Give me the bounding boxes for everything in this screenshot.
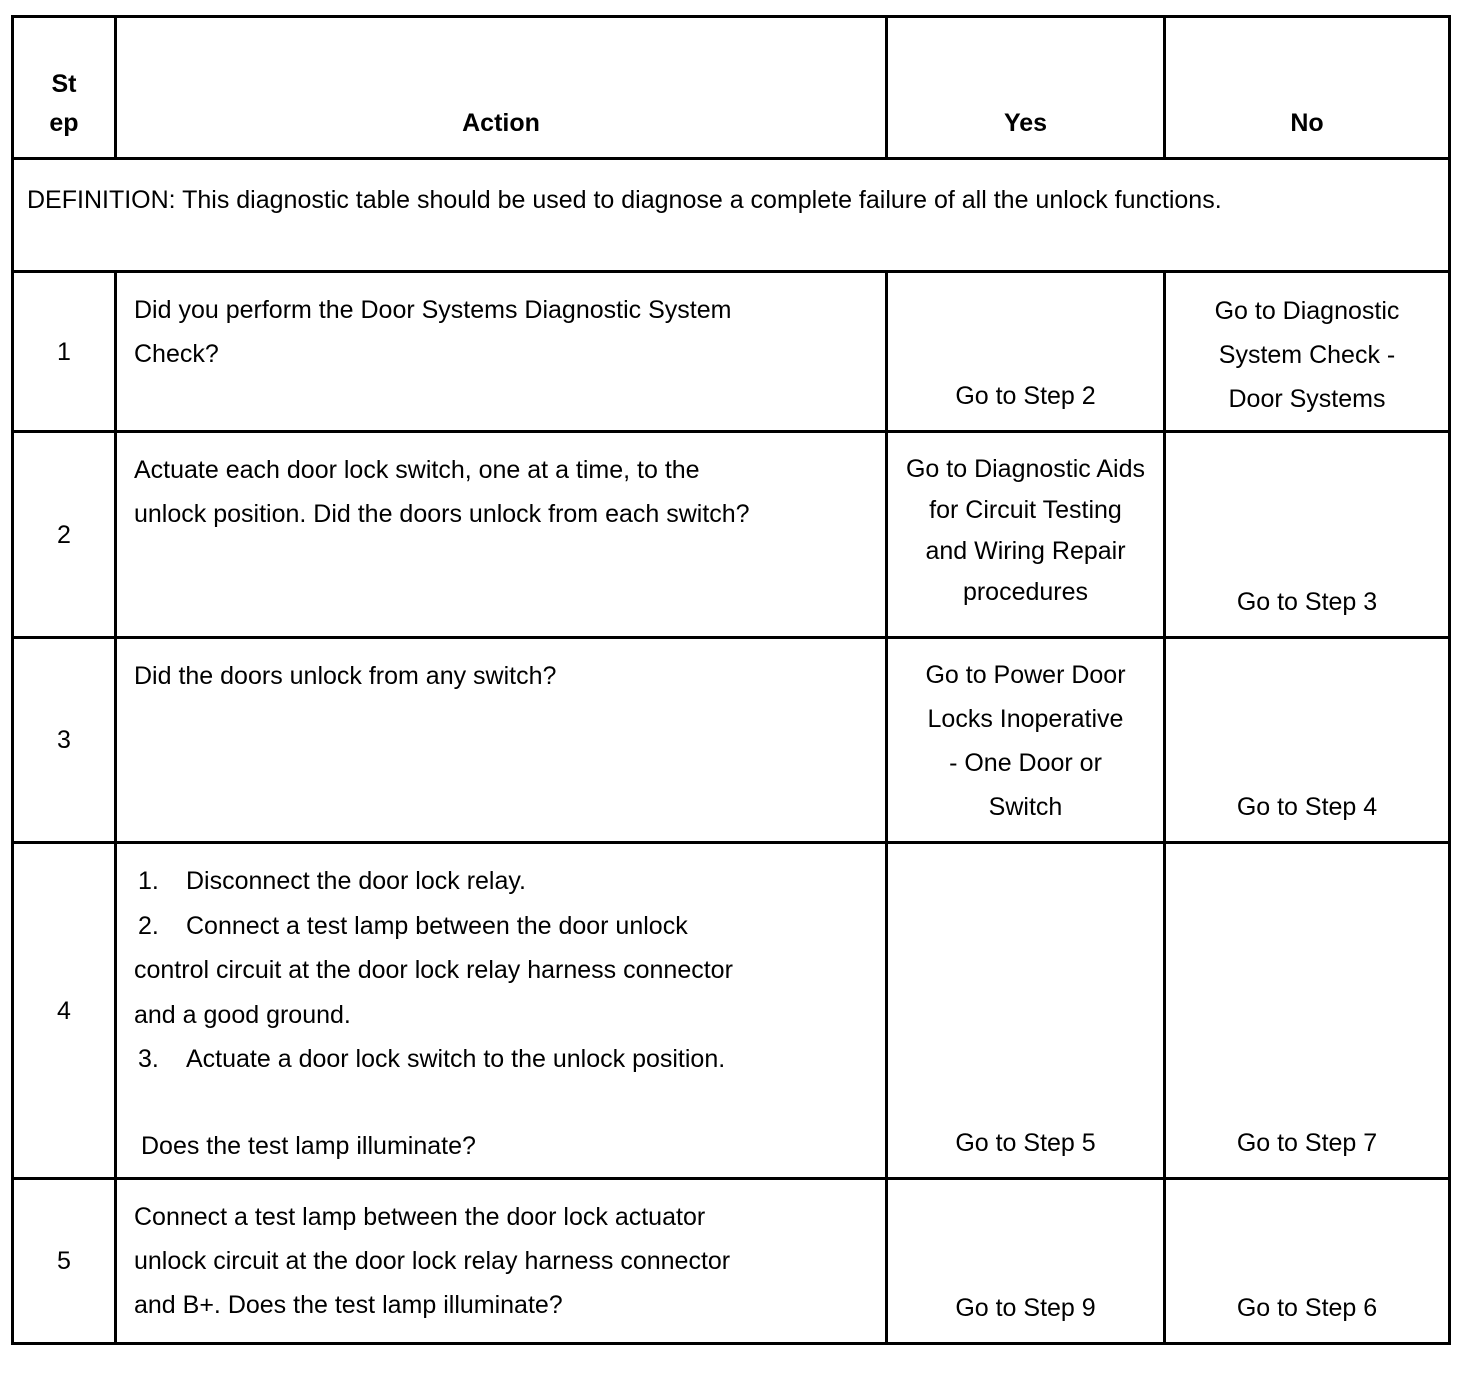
yes-line: - One Door or xyxy=(949,749,1102,777)
header-no: No xyxy=(1165,17,1450,159)
list-number: 3. xyxy=(138,1045,159,1073)
step-number: 4 xyxy=(13,843,116,1179)
list-text: Disconnect the door lock relay. xyxy=(186,867,526,895)
no-line: System Check - xyxy=(1218,341,1396,369)
no-line: Go to Diagnostic xyxy=(1214,297,1400,325)
table-row xyxy=(13,272,1450,432)
yes-line: Go to Step 9 xyxy=(955,1294,1096,1322)
action-line: Actuate each door lock switch, one at a time, to the xyxy=(134,456,700,484)
table-row xyxy=(13,843,1450,1179)
definition-text: DEFINITION: This diagnostic table should be used to diagnose a complete failure of all the unlock functions. xyxy=(13,159,1450,272)
list-item xyxy=(134,1037,875,1082)
no-cell xyxy=(1165,1179,1450,1344)
yes-line: Go to Step 5 xyxy=(955,1129,1096,1157)
action-line: Check? xyxy=(134,340,219,368)
step-number: 1 xyxy=(13,272,116,432)
diagnostic-table xyxy=(11,15,1451,1345)
header-step-line-1: St xyxy=(51,70,77,98)
definition-row xyxy=(13,159,1450,272)
action-cell xyxy=(116,432,887,638)
no-line: Go to Step 7 xyxy=(1236,1129,1378,1157)
header-yes: Yes xyxy=(887,17,1165,159)
table-row xyxy=(13,638,1450,843)
action-line: and a good ground. xyxy=(134,1000,351,1029)
yes-line: Switch xyxy=(988,793,1063,821)
no-cell xyxy=(1165,843,1450,1179)
list-number: 1. xyxy=(138,867,159,895)
step-number: 3 xyxy=(13,638,116,843)
spacer xyxy=(134,1082,875,1124)
yes-line: and Wiring Repair xyxy=(925,537,1126,565)
no-line: Go to Step 6 xyxy=(1236,1294,1378,1322)
question-line: Does the test lamp illuminate? xyxy=(141,1131,476,1160)
step-number: 2 xyxy=(13,432,116,638)
header-step-line-2: ep xyxy=(49,109,79,137)
action-line: Connect a test lamp between the door lock actuator xyxy=(134,1203,706,1231)
yes-cell xyxy=(887,432,1165,638)
header-action: Action xyxy=(116,17,887,159)
yes-line: Locks Inoperative xyxy=(927,705,1124,733)
list-number: 2. xyxy=(138,911,159,940)
action-cell xyxy=(116,1179,887,1344)
table-row xyxy=(13,1179,1450,1344)
no-cell xyxy=(1165,432,1450,638)
list-item xyxy=(134,859,875,904)
step-number: 5 xyxy=(13,1179,116,1344)
action-line: control circuit at the door lock relay harness connector xyxy=(134,956,733,984)
no-line: Go to Step 3 xyxy=(1236,588,1378,616)
no-line: Go to Step 4 xyxy=(1236,793,1378,821)
action-cell xyxy=(116,843,887,1179)
yes-cell xyxy=(887,272,1165,432)
yes-cell xyxy=(887,638,1165,843)
no-cell xyxy=(1165,638,1450,843)
no-line: Door Systems xyxy=(1228,385,1386,413)
action-line: unlock position. Did the doors unlock from each switch? xyxy=(134,500,750,528)
yes-line: Go to Diagnostic Aids xyxy=(905,455,1145,483)
list-item xyxy=(134,904,875,949)
yes-line: Go to Power Door xyxy=(925,661,1126,689)
action-line: unlock circuit at the door lock relay harness connector xyxy=(134,1247,731,1275)
header-row xyxy=(13,17,1450,159)
table-row xyxy=(13,432,1450,638)
yes-cell xyxy=(887,1179,1165,1344)
list-text: Connect a test lamp between the door unlock xyxy=(186,911,688,940)
yes-line: procedures xyxy=(962,578,1089,606)
action-line: Did you perform the Door Systems Diagnostic System xyxy=(134,296,732,324)
action-line: Did the doors unlock from any switch? xyxy=(134,662,557,690)
list-text: Actuate a door lock switch to the unlock position. xyxy=(186,1045,726,1073)
yes-line: for Circuit Testing xyxy=(929,496,1122,524)
action-line: and B+. Does the test lamp illuminate? xyxy=(134,1291,563,1319)
yes-cell xyxy=(887,843,1165,1179)
yes-line: Go to Step 2 xyxy=(955,382,1096,410)
no-cell xyxy=(1165,272,1450,432)
header-step xyxy=(13,17,116,159)
action-cell xyxy=(116,272,887,432)
action-cell xyxy=(116,638,887,843)
